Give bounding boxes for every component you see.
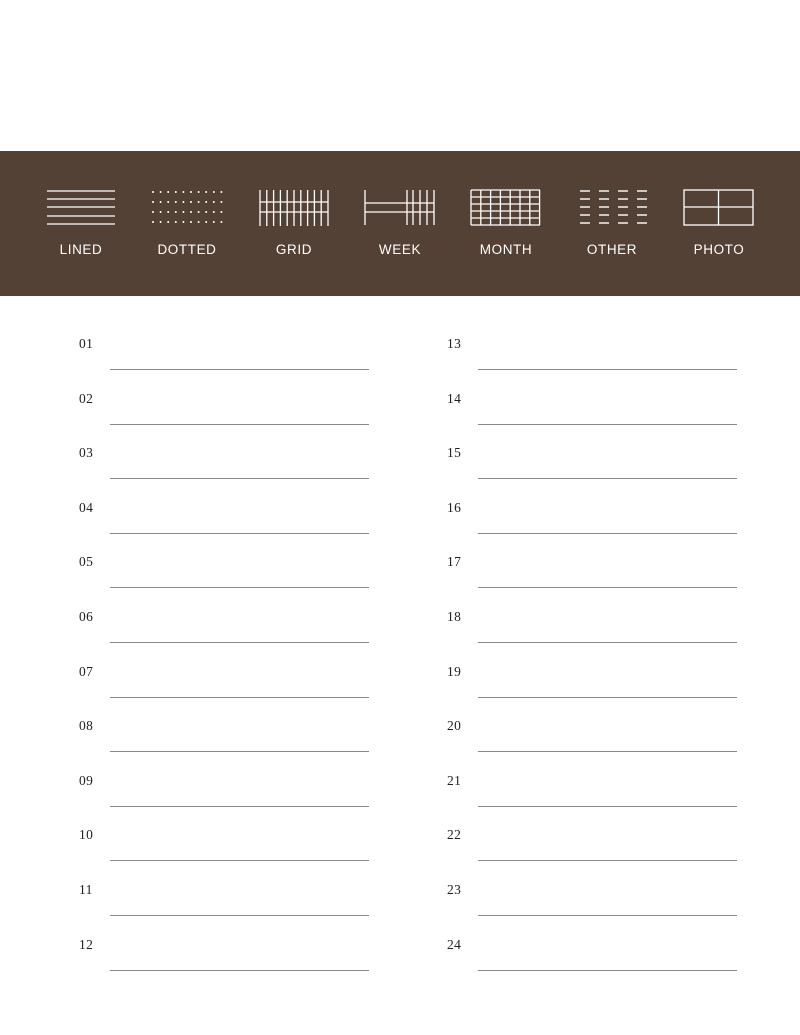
entry-number: 04 bbox=[79, 499, 94, 515]
entry-write-line[interactable] bbox=[478, 424, 737, 425]
entry-write-line[interactable] bbox=[478, 478, 737, 479]
entry-number: 17 bbox=[447, 554, 462, 570]
tab-lined[interactable] bbox=[28, 151, 134, 296]
entry-write-line[interactable] bbox=[478, 587, 737, 588]
entry-number: 06 bbox=[79, 608, 94, 624]
entry-write-line[interactable] bbox=[478, 970, 737, 971]
entry-write-line[interactable] bbox=[110, 424, 369, 425]
entry-number: 20 bbox=[447, 718, 462, 734]
entry-write-line[interactable] bbox=[110, 751, 369, 752]
week-icon bbox=[364, 189, 436, 227]
tab-photo[interactable] bbox=[666, 151, 772, 296]
entry-number: 23 bbox=[447, 881, 462, 897]
entry-write-line[interactable] bbox=[478, 697, 737, 698]
tab-grid-label: GRID bbox=[275, 242, 313, 257]
entry-number: 09 bbox=[79, 772, 94, 788]
tab-dotted-label: DOTTED bbox=[157, 242, 217, 257]
entry-write-line[interactable] bbox=[110, 806, 369, 807]
entry-write-line[interactable] bbox=[478, 860, 737, 861]
entry-number: 11 bbox=[79, 881, 93, 897]
entry-write-line[interactable] bbox=[110, 533, 369, 534]
entry-write-line[interactable] bbox=[110, 970, 369, 971]
entry-number: 14 bbox=[447, 390, 462, 406]
entry-write-line[interactable] bbox=[110, 915, 369, 916]
entry-number: 02 bbox=[79, 390, 94, 406]
entry-number: 12 bbox=[79, 936, 94, 952]
entry-number: 19 bbox=[447, 663, 462, 679]
entry-write-line[interactable] bbox=[478, 369, 737, 370]
photo-icon bbox=[683, 189, 755, 227]
tab-lined-label: LINED bbox=[59, 242, 103, 257]
entry-number: 13 bbox=[447, 336, 462, 351]
entry-number: 07 bbox=[79, 663, 94, 679]
entry-write-line[interactable] bbox=[110, 587, 369, 588]
tab-week[interactable] bbox=[347, 151, 453, 296]
entry-write-line[interactable] bbox=[110, 642, 369, 643]
entry-number: 22 bbox=[447, 827, 462, 843]
entry-number: 08 bbox=[79, 718, 94, 734]
entry-number: 01 bbox=[79, 336, 94, 351]
entry-number: 24 bbox=[447, 936, 462, 952]
entry-number: 18 bbox=[447, 608, 462, 624]
entry-write-line[interactable] bbox=[478, 642, 737, 643]
entry-write-line[interactable] bbox=[110, 478, 369, 479]
entry-write-line[interactable] bbox=[110, 860, 369, 861]
dotted-icon bbox=[151, 189, 223, 227]
tab-month-label: MONTH bbox=[479, 242, 533, 257]
entry-number: 10 bbox=[79, 827, 94, 843]
tab-dotted[interactable] bbox=[134, 151, 240, 296]
tab-other-label: OTHER bbox=[586, 242, 638, 257]
lined-icon bbox=[46, 189, 116, 227]
entry-write-line[interactable] bbox=[478, 915, 737, 916]
tab-photo-label: PHOTO bbox=[693, 242, 745, 257]
template-tab-bar bbox=[0, 151, 800, 296]
entry-write-line[interactable] bbox=[110, 369, 369, 370]
tab-week-label: WEEK bbox=[378, 242, 422, 257]
grid-icon bbox=[259, 189, 329, 227]
month-icon bbox=[470, 189, 542, 227]
entry-write-line[interactable] bbox=[110, 697, 369, 698]
entry-write-line[interactable] bbox=[478, 806, 737, 807]
entry-number: 03 bbox=[79, 445, 94, 461]
tab-month[interactable] bbox=[453, 151, 559, 296]
tab-other[interactable] bbox=[559, 151, 665, 296]
entry-number: 21 bbox=[447, 772, 462, 788]
entry-number: 16 bbox=[447, 499, 462, 515]
tab-grid[interactable] bbox=[241, 151, 347, 296]
entry-write-line[interactable] bbox=[478, 751, 737, 752]
entry-write-line[interactable] bbox=[478, 533, 737, 534]
other-icon bbox=[576, 189, 648, 227]
entry-number: 05 bbox=[79, 554, 94, 570]
entry-number: 15 bbox=[447, 445, 462, 461]
